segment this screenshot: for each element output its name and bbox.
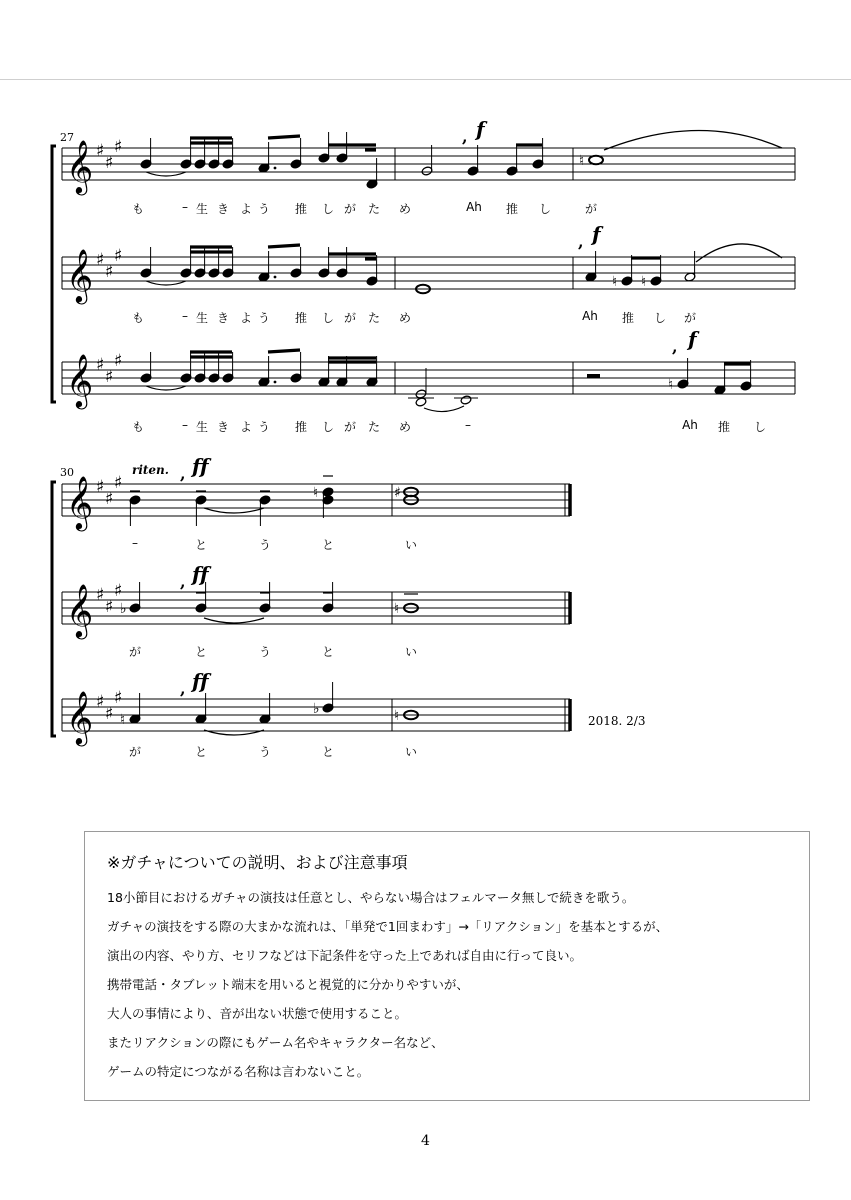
tie-over <box>696 244 782 262</box>
lyric-syllable: し <box>321 311 335 325</box>
accidental: ♮ <box>394 601 400 617</box>
lyric-syllable: た <box>367 311 381 325</box>
lyric-syllable: う <box>258 745 272 759</box>
lyric-syllable: う <box>258 645 272 659</box>
system-bracket <box>52 482 56 736</box>
system-bracket <box>52 146 56 402</box>
key-sharp: ♯ <box>114 351 123 371</box>
breath-mark: , <box>578 232 584 251</box>
lyric-syllable: 推 <box>505 202 519 216</box>
notes-line: 大人の事情により、音が出ない状態で使用すること。 <box>107 1006 408 1021</box>
lyric-syllable: が <box>343 202 357 216</box>
lyric-syllable: き <box>216 311 230 325</box>
lyric-syllable: い <box>404 645 418 659</box>
dot <box>274 381 277 384</box>
tie <box>424 406 464 412</box>
dynamic-fortissimo: ff <box>192 669 209 693</box>
lyric-syllable: し <box>538 202 552 216</box>
lyric-syllable: が <box>343 311 357 325</box>
accidental: ♮ <box>313 485 319 501</box>
key-sharp: ♯ <box>114 473 123 493</box>
lyric-syllable: し <box>653 311 667 325</box>
lyric-syllable: め <box>398 420 412 434</box>
half-note-head <box>460 395 472 405</box>
treble-clef: 𝄞 <box>66 690 94 744</box>
key-sharp: ♯ <box>105 597 114 617</box>
lyric-syllable: し <box>753 420 767 434</box>
breath-mark: , <box>180 572 186 591</box>
lyric-syllable: た <box>367 202 381 216</box>
lyric-syllable: よ <box>239 202 253 216</box>
accidental: ♭ <box>313 701 320 717</box>
lyric-syllable: し <box>321 420 335 434</box>
note-beam <box>268 350 300 352</box>
treble-clef: 𝄞 <box>66 475 94 529</box>
lyric-syllable: 推 <box>717 420 731 434</box>
notes-box <box>84 831 810 1101</box>
lyric-syllable: 生 <box>195 311 209 325</box>
key-sharp: ♯ <box>96 141 105 161</box>
half-rest <box>587 374 600 378</box>
key-sharp: ♯ <box>114 688 123 708</box>
lyric-syllable: Ah <box>466 200 482 214</box>
breath-mark: , <box>462 127 468 146</box>
lyric-syllable: め <box>398 202 412 216</box>
accidental: ♮ <box>668 377 674 393</box>
key-sharp: ♯ <box>114 581 123 601</box>
lyric-syllable: う <box>257 420 271 434</box>
lyric-syllable: が <box>683 311 697 325</box>
lyric-syllable: 推 <box>294 420 308 434</box>
key-sharp: ♯ <box>105 704 114 724</box>
treble-clef: 𝄞 <box>66 139 94 193</box>
lyric-syllable: 推 <box>294 311 308 325</box>
lyric-syllable: と <box>194 538 208 552</box>
notes-line: またリアクションの際にもゲーム名やキャラクター名など、 <box>107 1035 444 1050</box>
measure-number-27: 27 <box>60 131 74 144</box>
dynamic-forte: f <box>592 222 601 246</box>
key-sharp: ♯ <box>96 692 105 712</box>
lyric-syllable: が <box>128 745 142 759</box>
key-sharp: ♯ <box>114 246 123 266</box>
lyric-syllable: し <box>321 202 335 216</box>
dot <box>274 167 277 170</box>
lyric-syllable: も <box>131 311 145 325</box>
key-sharp: ♯ <box>96 477 105 497</box>
accidental: ♮ <box>120 712 126 728</box>
treble-clef: 𝄞 <box>66 583 94 637</box>
key-sharp: ♯ <box>105 489 114 509</box>
lyric-syllable: い <box>404 745 418 759</box>
notes-line: 18小節目におけるガチャの演技は任意とし、やらない場合はフェルマータ無しで続きを歌う。 <box>107 890 635 905</box>
lyric-syllable: も <box>131 420 145 434</box>
lyric-syllable: と <box>321 745 335 759</box>
tempo-marking-riten: riten. <box>132 463 169 477</box>
note-beam <box>268 245 300 247</box>
lyric-syllable: と <box>194 645 208 659</box>
accidental: ♭ <box>120 601 127 617</box>
dynamic-forte: f <box>476 117 485 141</box>
lyric-syllable: – <box>182 309 188 323</box>
whole-note-head <box>589 156 603 164</box>
lyric-syllable: い <box>404 538 418 552</box>
lyric-syllable: め <box>398 311 412 325</box>
lyric-syllable: が <box>584 202 598 216</box>
dynamic-fortissimo: ff <box>192 562 209 586</box>
key-sharp: ♯ <box>105 153 114 173</box>
lyric-syllable: – <box>465 418 471 432</box>
composition-date: 2018. 2/3 <box>588 714 646 728</box>
lyric-syllable: 推 <box>294 202 308 216</box>
page-number: 4 <box>421 1133 430 1149</box>
lyric-syllable: と <box>194 745 208 759</box>
treble-clef: 𝄞 <box>66 353 94 407</box>
tie <box>146 386 186 390</box>
accidental: ♯ <box>394 485 401 501</box>
lyric-syllable: も <box>131 202 145 216</box>
tie <box>146 172 186 176</box>
dynamic-fortissimo: ff <box>192 454 209 478</box>
key-sharp: ♯ <box>96 355 105 375</box>
lyric-syllable: と <box>321 645 335 659</box>
notes-title: ※ガチャについての説明、および注意事項 <box>107 853 408 872</box>
lyric-syllable: – <box>182 418 188 432</box>
measure-number-30: 30 <box>60 466 74 479</box>
lyric-syllable: よ <box>239 311 253 325</box>
key-sharp: ♯ <box>105 367 114 387</box>
lyric-syllable: Ah <box>582 309 598 323</box>
breath-mark: , <box>180 464 186 483</box>
lyric-syllable: 生 <box>195 202 209 216</box>
key-sharp: ♯ <box>114 137 123 157</box>
slur <box>204 508 264 513</box>
lyric-syllable: た <box>367 420 381 434</box>
notes-line: ガチャの演技をする際の大まかな流れは、「単発で1回まわす」→「リアクション」を基本とするが、 <box>107 919 669 934</box>
dot <box>274 276 277 279</box>
lyric-syllable: 推 <box>621 311 635 325</box>
lyric-syllable: – <box>182 200 188 214</box>
key-sharp: ♯ <box>96 585 105 605</box>
breath-mark: , <box>180 679 186 698</box>
note-beam <box>268 136 300 138</box>
key-sharp: ♯ <box>96 250 105 270</box>
breath-mark: , <box>672 337 678 356</box>
treble-clef: 𝄞 <box>66 248 94 302</box>
accidental: ♮ <box>394 708 400 724</box>
notes-line: 演出の内容、やり方、セリフなどは下記条件を守った上であれば自由に行って良い。 <box>107 948 583 963</box>
accidental: ♮ <box>579 153 585 169</box>
accidental: ♮ <box>641 274 647 290</box>
key-sharp: ♯ <box>105 262 114 282</box>
lyric-syllable: き <box>216 420 230 434</box>
lyric-syllable: と <box>321 538 335 552</box>
lyric-syllable: よ <box>239 420 253 434</box>
notes-line: 携帯電話・タブレット端末を用いると視覚的に分かりやすいが、 <box>107 977 469 992</box>
tie-over <box>604 130 782 150</box>
notes-line: ゲームの特定につながる名称は言わないこと。 <box>107 1064 370 1079</box>
lyric-syllable: 生 <box>195 420 209 434</box>
slur <box>204 618 264 623</box>
lyric-syllable: う <box>257 311 271 325</box>
lyric-syllable: が <box>128 645 142 659</box>
dynamic-forte: f <box>688 327 697 351</box>
tie <box>146 281 186 285</box>
lyric-syllable: う <box>257 202 271 216</box>
lyric-syllable: き <box>216 202 230 216</box>
accidental: ♮ <box>612 274 618 290</box>
lyric-syllable: Ah <box>682 418 698 432</box>
lyric-syllable: が <box>343 420 357 434</box>
lyric-syllable: う <box>258 538 272 552</box>
lyric-syllable: – <box>132 536 138 550</box>
